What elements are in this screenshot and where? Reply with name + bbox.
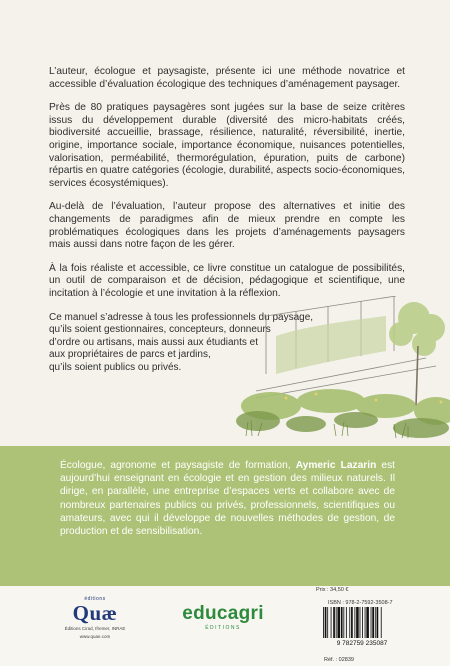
barcode-digits: 9 782759 235087 xyxy=(336,640,388,646)
educagri-editions: ÉDITIONS xyxy=(205,625,241,631)
quae-editions-label: éditions xyxy=(84,596,106,602)
barcode xyxy=(319,606,405,646)
barcode-bar xyxy=(333,607,335,638)
price-label: Prix : 34,50 € xyxy=(316,587,349,593)
barcode-bar xyxy=(336,607,337,638)
author-name: Aymeric Lazarin xyxy=(295,460,377,471)
audience-line: d’ordre ou artisans, mais aussi aux étudiants et xyxy=(49,336,258,348)
barcode-bar xyxy=(356,607,359,638)
quae-website: www.quae.com xyxy=(79,634,111,639)
author-bio xyxy=(60,459,395,538)
barcode-bar xyxy=(360,607,361,638)
barcode-bar xyxy=(343,607,344,638)
reference-number: Réf. : 02839 xyxy=(324,657,354,663)
barcode-bar xyxy=(331,607,332,638)
author-bio-intro: Écologue, agronome et paysagiste de formation, xyxy=(60,460,296,471)
barcode-bar xyxy=(371,607,372,638)
barcode-bar xyxy=(323,607,324,638)
barcode-bar xyxy=(354,607,355,638)
quae-name: Quæ xyxy=(72,601,118,625)
isbn-label: ISBN : 978-2-7592-3508-7 xyxy=(328,600,393,606)
garden-illustration xyxy=(236,296,450,444)
barcode-bar xyxy=(327,607,328,638)
paragraph-2: Près de 80 pratiques paysagères sont jugées sur la base de seize critères issus du développement durable (diversité des micro-habitats créés, biodiversité accueillie, brassage, résilience, naturalité, réversibilité, inertie, origine, importance sociale, importance économique, nuisances potentielles, valorisation, perméabilité, thermorégulation, épuration, puits de carbone) répartis en quatre catégories (écologie, durabilité, aspects socio-économiques, services écosystémiques). xyxy=(49,102,405,189)
educagri-logo xyxy=(173,604,273,631)
barcode-bar xyxy=(325,607,327,638)
paragraph-3: Au-delà de l’évaluation, l’auteur propose des alternatives et initie des changements de paradigmes afin de mieux prendre en compte les problématiques écologiques dans les projets d’aménagements paysagers mais aussi dans notre façon de les gérer. xyxy=(49,201,405,251)
barcode-bar xyxy=(346,607,347,638)
quae-partners: Éditions Cirad, Ifremer, INRAE xyxy=(64,626,126,631)
description-text xyxy=(49,66,405,312)
barcode-bar xyxy=(377,607,379,638)
barcode-bar xyxy=(362,607,363,638)
audience-line: qu’ils soient publics ou privés. xyxy=(49,361,182,373)
barcode-bar xyxy=(365,607,366,638)
educagri-name: educagri xyxy=(182,603,264,624)
audience-line: aux propriétaires de parcs et jardins, xyxy=(49,349,211,361)
barcode-bar xyxy=(341,607,343,638)
barcode-bar xyxy=(349,607,350,638)
audience-line: qu’ils soient gestionnaires, concepteurs, donneurs xyxy=(49,324,271,336)
audience-line: Ce manuel s’adresse à tous les professionnels du paysage, xyxy=(49,312,314,323)
barcode-bar xyxy=(375,607,376,638)
quae-logo xyxy=(60,596,130,640)
barcode-bar xyxy=(366,607,369,638)
author-bio-body: est aujourd’hui enseignant en écologie et en gestion des milieux naturels. Il dirige, en parallèle, une entreprise d’espaces verts et collabore avec de nombreux partenaires publics ou privés, professionnels, scientifiques ou amateurs, avec qui il développe de nouvelles méthodes de gestion, de production et de sensibilisation. xyxy=(60,460,395,538)
barcode-bar xyxy=(372,607,374,638)
barcode-bar xyxy=(337,607,340,638)
paragraph-4: À la fois réaliste et accessible, ce livre constitue un catalogue de possibilités, un outil de comparaison et de décision, pédagogique et scientifique, une incitation à l’écologie et une invitation à la réflexion. xyxy=(49,262,405,299)
barcode-bar xyxy=(351,607,353,638)
barcode-bar xyxy=(381,607,382,638)
paragraph-1: L’auteur, écologue et paysagiste, présente ici une méthode novatrice et accessible d’évaluation écologique des techniques d’aménagement paysager. xyxy=(49,66,405,90)
